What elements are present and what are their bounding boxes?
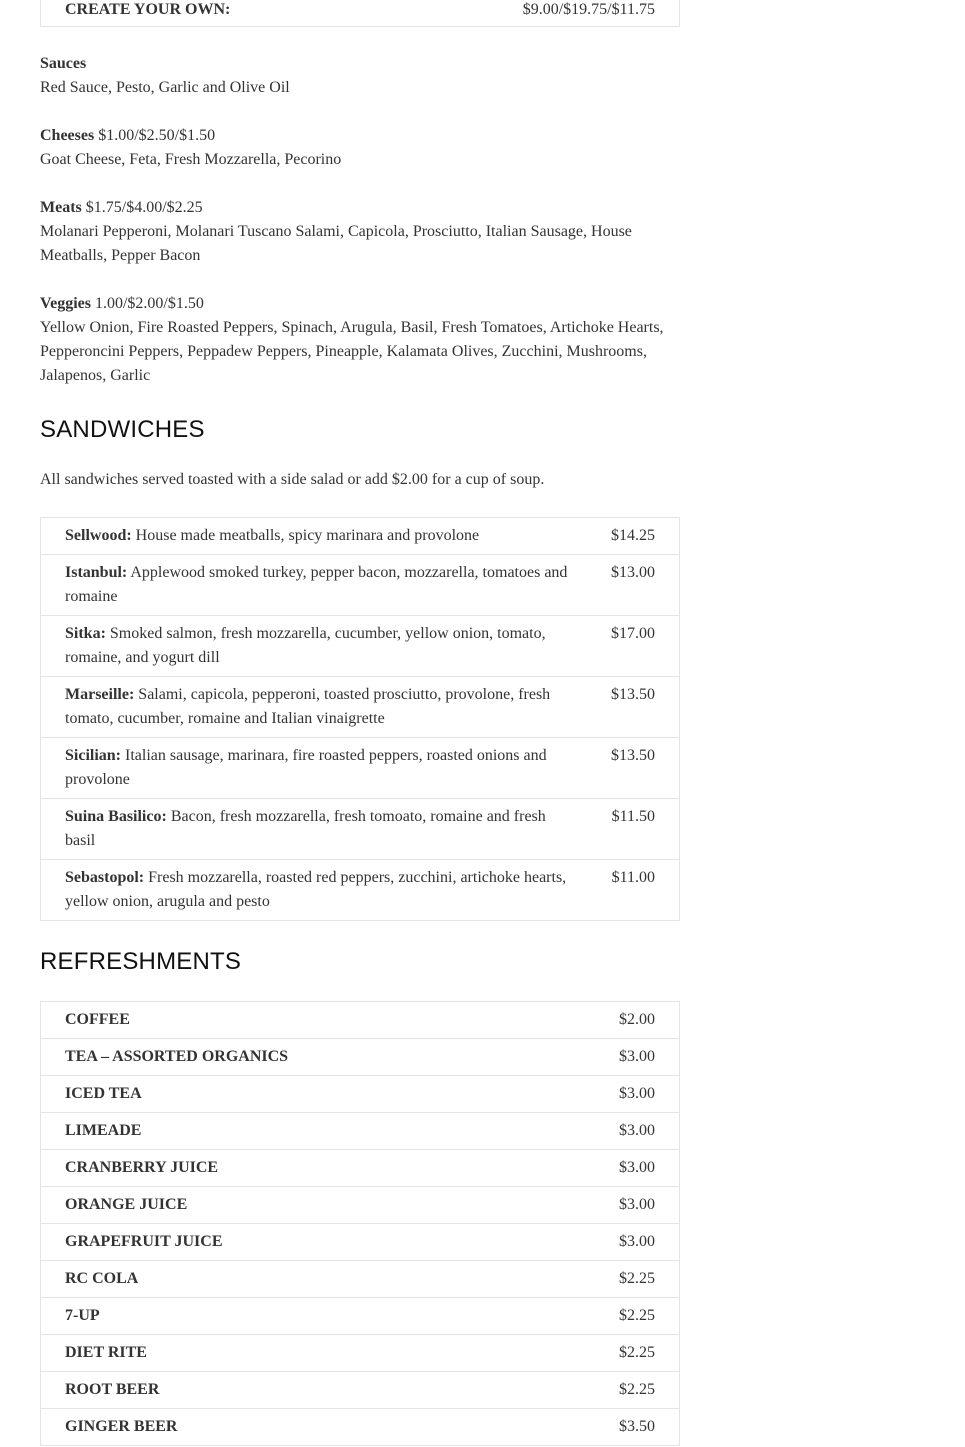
topping-group-sauces [40,52,680,100]
refreshments-table [40,1001,680,1446]
topping-price: $1.75/$4.00/$2.25 [85,199,203,216]
refreshment-name: GINGER BEER [65,1418,178,1435]
refreshment-price: $2.00 [619,1011,655,1028]
create-own-price: $9.00/$19.75/$11.75 [522,1,655,18]
refreshment-name: CRANBERRY JUICE [65,1159,219,1176]
topping-group-cheeses [40,124,680,172]
topping-group-meats [40,196,680,268]
refreshment-price: $3.00 [619,1196,655,1213]
refreshment-row [41,1224,679,1261]
refreshment-price: $2.25 [619,1344,655,1361]
sandwich-desc: Bacon, fresh mozzarella, fresh tomoato, romaine and fresh basil [65,808,546,849]
refreshment-price: $3.00 [619,1159,655,1176]
sandwiches-table [40,517,680,921]
sandwich-row [41,518,679,555]
sandwich-price: $14.25 [611,527,655,544]
refreshment-name: 7-UP [65,1307,100,1324]
topping-items: Red Sauce, Pesto, Garlic and Olive Oil [40,79,290,96]
sandwich-desc: Salami, capicola, pepperoni, toasted prosciutto, provolone, fresh tomato, cucumber, romaine and Italian vinaigrette [65,686,551,727]
sandwiches-heading: SANDWICHES [40,416,205,443]
refreshment-row [41,1261,679,1298]
topping-group-veggies [40,292,670,388]
refreshment-name: COFFEE [65,1011,130,1028]
refreshment-price: $2.25 [619,1270,655,1287]
refreshment-name: ROOT BEER [65,1381,160,1398]
refreshment-row [41,1187,679,1224]
sandwich-description [65,524,611,548]
refreshment-name: RC COLA [65,1270,139,1287]
sandwich-description [65,683,611,731]
toppings-section [40,52,680,388]
sandwich-desc: Applewood smoked turkey, pepper bacon, mozzarella, tomatoes and romaine [65,564,568,605]
refreshment-row [41,1002,679,1039]
refreshment-row [41,1372,679,1409]
refreshment-name: DIET RITE [65,1344,147,1361]
refreshment-name: LIMEADE [65,1122,142,1139]
refreshment-price: $3.00 [619,1122,655,1139]
refreshment-row [41,1409,679,1445]
sandwich-name: Sitka: [65,625,106,642]
topping-items: Goat Cheese, Feta, Fresh Mozzarella, Pecorino [40,151,342,168]
sandwich-row [41,860,679,920]
topping-items: Yellow Onion, Fire Roasted Peppers, Spinach, Arugula, Basil, Fresh Tomatoes, Artichoke Hearts, Pepperoncini Peppers, Peppadew Peppers, Pineapple, Kalamata Olives, Zucchini, Mushrooms, Jalapenos, Garlic [40,319,664,384]
refreshment-price: $2.25 [619,1307,655,1324]
sandwich-desc: Italian sausage, marinara, fire roasted peppers, roasted onions and provolone [65,747,547,788]
sandwich-price: $13.50 [611,747,655,764]
sandwich-desc: House made meatballs, spicy marinara and provolone [135,527,480,544]
create-own-row [41,0,679,26]
create-own-label: CREATE YOUR OWN: [65,1,231,18]
sandwich-description [65,561,611,609]
sandwich-description [65,805,612,853]
refreshment-row [41,1113,679,1150]
create-own-table [40,0,680,27]
refreshment-price: $2.25 [619,1381,655,1398]
sandwiches-note: All sandwiches served toasted with a side salad or add $2.00 for a cup of soup. [40,471,545,488]
sandwich-row [41,677,679,738]
sandwich-price: $11.00 [611,869,655,886]
sandwich-name: Suina Basilico: [65,808,167,825]
sandwich-name: Marseille: [65,686,135,703]
sandwich-name: Sebastopol: [65,869,145,886]
refreshment-row [41,1150,679,1187]
refreshment-price: $3.50 [619,1418,655,1435]
sandwich-row [41,738,679,799]
sandwich-name: Sicilian: [65,747,122,764]
sandwich-price: $17.00 [611,625,655,642]
refreshment-row [41,1335,679,1372]
refreshment-price: $3.00 [619,1085,655,1102]
refreshments-heading: REFRESHMENTS [40,948,242,975]
refreshment-name: TEA – ASSORTED ORGANICS [65,1048,289,1065]
sandwich-description [65,744,611,792]
refreshment-name: GRAPEFRUIT JUICE [65,1233,223,1250]
topping-title: Sauces [40,55,87,72]
sandwich-row [41,555,679,616]
topping-title: Meats [40,199,82,216]
refreshment-row [41,1076,679,1113]
sandwich-price: $13.00 [611,564,655,581]
sandwich-name: Istanbul: [65,564,128,581]
sandwich-name: Sellwood: [65,527,132,544]
topping-title: Veggies [40,295,91,312]
sandwich-desc: Fresh mozzarella, roasted red peppers, zucchini, artichoke hearts, yellow onion, arugula and pesto [65,869,567,910]
refreshment-row [41,1298,679,1335]
refreshment-name: ICED TEA [65,1085,142,1102]
sandwich-row [41,616,679,677]
topping-price: 1.00/$2.00/$1.50 [94,295,204,312]
topping-price: $1.00/$2.50/$1.50 [98,127,216,144]
sandwich-description [65,866,612,914]
sandwich-description [65,622,611,670]
topping-title: Cheeses [40,127,95,144]
refreshment-name: ORANGE JUICE [65,1196,188,1213]
sandwich-row [41,799,679,860]
refreshment-price: $3.00 [619,1048,655,1065]
sandwich-desc: Smoked salmon, fresh mozzarella, cucumber, yellow onion, tomato, romaine, and yogurt dill [65,625,546,666]
sandwich-price: $13.50 [611,686,655,703]
refreshment-row [41,1039,679,1076]
refreshment-price: $3.00 [619,1233,655,1250]
sandwich-price: $11.50 [611,808,655,825]
topping-items: Molanari Pepperoni, Molanari Tuscano Salami, Capicola, Prosciutto, Italian Sausage, House Meatballs, Pepper Bacon [40,223,632,264]
